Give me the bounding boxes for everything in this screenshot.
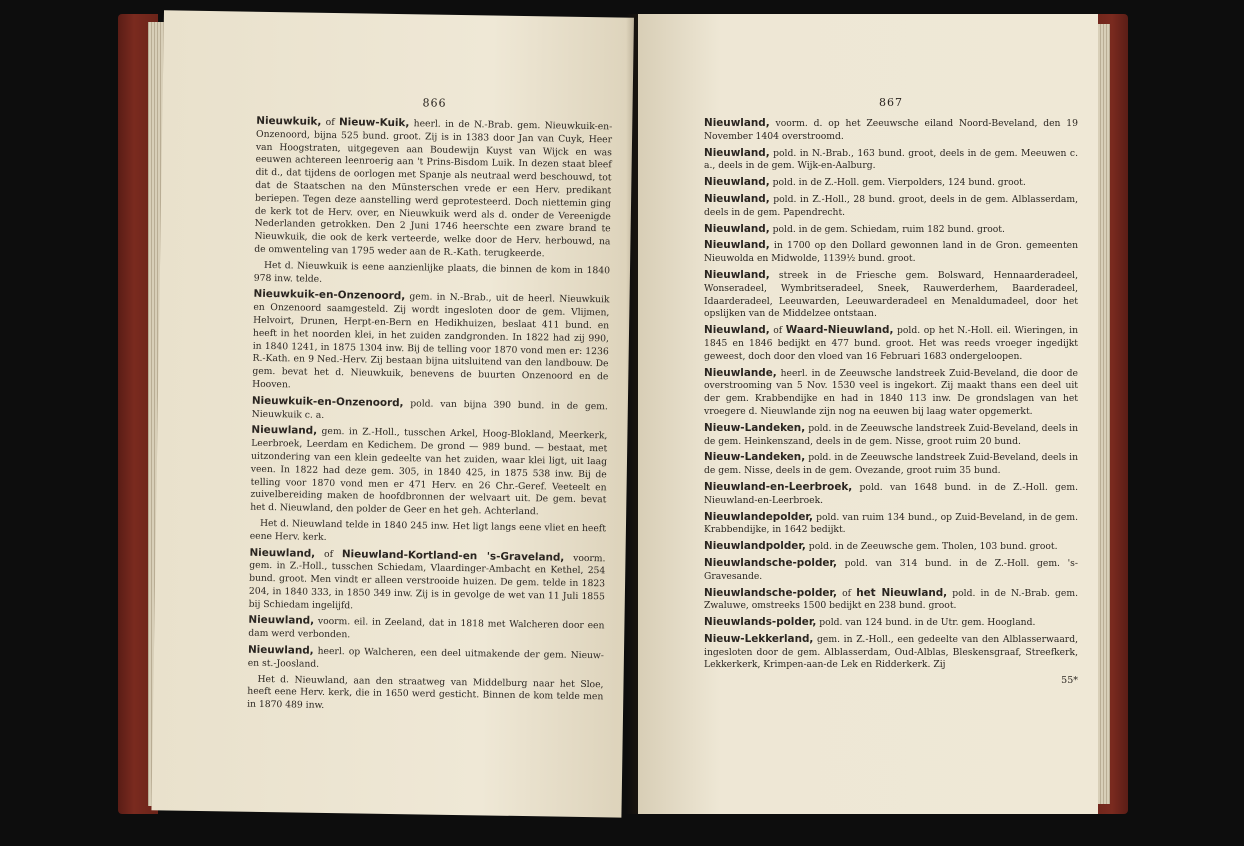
entry-headword: Nieuwland-en-Leerbroek, xyxy=(704,480,853,493)
entry-body: pold. op het N.-Holl. eil. Wieringen, in 1845 en 1846 bedijkt en 477 bund. groot. Het was reeds vroeger ingedijkt geweest, doch door den vloed van 16 Februari 1683 ondergeloopen. xyxy=(704,325,1078,362)
dictionary-entry xyxy=(704,481,1078,508)
entry-headword: Nieuwkuik-en-Onzenoord, xyxy=(253,288,406,303)
dictionary-entry xyxy=(704,587,1078,614)
entry-body: gem. in Z.-Holl., een gedeelte van den Alblasserwaard, ingesloten door de gem. Alblasserdam, Oud-Alblas, Bleskensgraaf, Streefkerk, Lekkerkerk, Krimpen-aan-de Lek en Ridderkerk. Zij xyxy=(704,633,1078,671)
entry-body: pold. in de Zeeuwsche landstreek Zuid-Beveland, deels in de gem. Nisse, deels in de gem. Ovezande, groot ruim 35 bund. xyxy=(704,452,1078,477)
entry-headword: Nieuwland, xyxy=(248,614,315,628)
entry-list xyxy=(704,117,1078,672)
dictionary-entry xyxy=(704,540,1078,554)
entry-headword: Nieuwland, xyxy=(249,546,316,560)
entry-body: in 1700 op den Dollard gewonnen land in de Gron. gemeenten Nieuwolda en Midwolde, 1139½ bund. groot. xyxy=(704,240,1078,265)
dictionary-entry xyxy=(254,115,612,262)
entry-headword: Nieuwkuik-en-Onzenoord, xyxy=(251,394,404,409)
entry-continuation: Het d. Nieuwkuik is eene aanzienlijke plaats, die binnen de kom in 1840 978 inw. telde. xyxy=(253,259,611,285)
entry-headword: Nieuwland, xyxy=(704,324,770,337)
entry-body: voorm. gem. in Z.-Holl., tusschen Schiedam, Vlaardinger-Ambacht en Kethel, 254 bund. groot. Men vindt er alleen verstrooide huizen. De gem. telde in 1823 204, in 1840 333, in 1850 349 inw. Zij is in gevolge de wet van 11 Juli 1855 bij Schiedam ingelijfd. xyxy=(248,552,606,612)
entry-headword: Nieuwland, xyxy=(704,239,770,252)
entry-headword-alt: Waard-Nieuwland, xyxy=(785,324,894,337)
right-page xyxy=(638,14,1098,814)
entry-body: pold. van 1648 bund. in de Z.-Holl. gem. Nieuwland-en-Leerbroek. xyxy=(704,481,1078,506)
left-page xyxy=(151,10,634,817)
dictionary-entry xyxy=(704,147,1078,174)
dictionary-entry xyxy=(250,424,607,520)
dictionary-entry xyxy=(704,557,1078,584)
entry-body: gem. in N.-Brab., uit de heerl. Nieuwkuik en Onzenoord saamgesteld. Zij wordt ingesloten door de gem. Vlijmen, Helvoirt, Drunen, Herpt-en-Bern en Hedikhuizen, beslaat 411 bund. en heeft in het noorden klei, in het zuiden zandgronden. In 1822 had zij 990, in 1840 1241, in 1875 1304 inw. Bij de telling voor 1870 vond men er: 1236 R.-Kath. en 9 Ned.-Herv. Zij bestaan bijna uitsluitend van den landbouw. De gem. bevat het d. Nieuwkuik, benevens de buurten Onzenoord en de Hooven. xyxy=(252,291,610,391)
dictionary-entry xyxy=(704,324,1078,363)
dictionary-entry xyxy=(704,193,1078,220)
dictionary-entry xyxy=(249,546,606,617)
entry-headword-alt: Nieuw-Kuik, xyxy=(338,116,410,130)
dictionary-entry xyxy=(252,394,608,426)
dictionary-entry xyxy=(248,644,604,676)
dictionary-entry xyxy=(704,633,1078,672)
entry-headword-alt: het Nieuwland, xyxy=(856,586,948,599)
entry-headword: Nieuwlande, xyxy=(704,366,777,379)
entry-headword: Nieuwland, xyxy=(704,268,770,281)
dictionary-entry xyxy=(704,117,1078,144)
entry-body: pold. in de gem. Schiedam, ruim 182 bund. groot. xyxy=(769,223,1005,235)
entry-connector: of xyxy=(836,587,857,599)
entry-body: streek in de Friesche gem. Bolsward, Hennaarderadeel, Wonseradeel, Wymbritseradeel, Sneek, Rauwerderhem, Baarderadeel, Idaarderadeel, Leeuwarden, Leeuwarderadeel en Menaldumadeel, door het opslijken van de Middelzee ontstaan. xyxy=(704,269,1078,320)
entry-headword: Nieuwland, xyxy=(704,192,770,205)
entry-body: pold. in de Zeeuwsche landstreek Zuid-Beveland, deels in de gem. Heinkenszand, deels in de gem. Nisse, groot ruim 20 bund. xyxy=(704,422,1078,447)
dictionary-entry xyxy=(704,616,1078,630)
dictionary-entry xyxy=(704,367,1078,419)
entry-body: heerl. in de Zeeuwsche landstreek Zuid-Beveland, die door de overstrooming van 5 Nov. 1530 veel is ingekort. Zij maakt thans een deel uit der gem. Krabbendijke en had in 1840 113 inw. De grondslagen van het vroegere d. Nieuwlande zijn nog na eeuwen bij laag water opgemerkt. xyxy=(704,367,1078,417)
entry-body: pold. in de Z.-Holl. gem. Vierpolders, 124 bund. groot. xyxy=(769,177,1026,189)
entry-headword: Nieuwland, xyxy=(704,222,770,235)
dictionary-entry xyxy=(704,451,1078,478)
entry-headword: Nieuwland, xyxy=(704,176,770,189)
entry-continuation: Het d. Nieuwland telde in 1840 245 inw. Het ligt langs eene vliet en heeft eene Herv. kerk. xyxy=(249,517,607,543)
entry-body: voorm. eil. in Zeeland, dat in 1818 met Walcheren door een dam werd verbonden. xyxy=(248,616,605,641)
signature-mark: 55* xyxy=(1061,675,1078,687)
entry-headword: Nieuwlandepolder, xyxy=(704,510,813,523)
entry-list xyxy=(247,115,612,718)
entry-headword: Nieuw-Lekkerland, xyxy=(704,632,814,645)
entry-headword: Nieuwlands-polder, xyxy=(704,616,817,629)
entry-connector: of xyxy=(769,325,786,337)
entry-body: gem. in Z.-Holl., tusschen Arkel, Hoog-Blokland, Meerkerk, Leerbroek, Leerdam en Kedichem. De grond — 989 bund. — bestaat, met uitzondering van een klein gedeelte van het zuiden, waar klei ligt, uit laag veen. In 1822 had deze gem. 305, in 1840 425, in 1875 538 inw. Bij de telling voor 1870 vond men er 471 Herv. en 26 Chr.-Geref. Veeteelt en zuivelbereiding maken de hoofdbronnen der welvaart uit. De gem. bevat het d. Nieuwland, den polder de Geer en het geh. Achterland. xyxy=(250,426,608,518)
entry-body: voorm. d. op het Zeeuwsche eiland Noord-Beveland, den 19 November 1404 overstroomd. xyxy=(704,118,1078,142)
entry-body: pold. van ruim 134 bund., op Zuid-Beveland, in de gem. Krabbendijke, in 1642 bedijkt. xyxy=(704,511,1078,536)
dictionary-entry xyxy=(248,614,604,646)
entry-headword: Nieuw-Landeken, xyxy=(704,421,806,434)
dictionary-entry xyxy=(704,511,1078,538)
entry-connector: of xyxy=(321,116,340,129)
entry-headword-alt: Nieuwland-Kortland-en 's-Graveland, xyxy=(341,547,565,564)
entry-continuation: Het d. Nieuwland, aan den straatweg van Middelburg naar het Sloe, heeft eene Herv. kerk, die in 1650 werd gesticht. Binnen de kom telde men in 1870 489 inw. xyxy=(247,673,604,712)
entry-body: heerl. op Walcheren, een deel uitmakende der gem. Nieuw-en st.-Joosland. xyxy=(247,645,605,670)
entry-headword: Nieuwkuik, xyxy=(256,114,322,128)
entry-body: pold. in Z.-Holl., 28 bund. groot, deels in de gem. Alblasserdam, deels in de gem. Papendrecht. xyxy=(704,193,1078,218)
entry-body: pold. van 124 bund. in de Utr. gem. Hoogland. xyxy=(816,617,1036,629)
entry-headword: Nieuwlandsche-polder, xyxy=(704,586,837,599)
page-number: 866 xyxy=(422,96,447,110)
entry-headword: Nieuw-Landeken, xyxy=(704,451,806,464)
dictionary-entry xyxy=(704,269,1078,321)
entry-body: pold. in de N.-Brab. gem. Zwaluwe, omstreeks 1500 bedijkt en 238 bund. groot. xyxy=(704,587,1079,612)
entry-body: pold. in de Zeeuwsche gem. Tholen, 103 bund. groot. xyxy=(805,541,1058,553)
dictionary-entry xyxy=(252,288,610,397)
entry-headword: Nieuwland, xyxy=(704,117,770,129)
entry-body: heerl. in de N.-Brab. gem. Nieuwkuik-en-Onzenoord, bijna 525 bund. groot. Zij is in 1383 door Jan van Cuyk, Heer van Hoogstraten, uitgegeven aan Boudewijn Kuyst van Wijck en was eeuwen achtereen leenroerig aan 't Prins-Bisdom Luik. In dezen staat bleef dit d., dat tijdens de oorlogen met Spanje als neutraal werd beschouwd, tot dat de Staatschen na den Münsterschen vrede er een Herv. predikant beriepen. Tegen deze aanstelling werd geprotesteerd. Doch niettemin ging de kerk tot de Herv. over, en Nieuwkuik werd als d. onder de Vereenigde Nederlanden getrokken. Den 2 Juni 1746 heerschte een zware brand te Nieuwkuik, die ook de kerk verteerde, welke door de Herv. herbouwd, na de omwenteling van 1795 weder aan de R.-Kath. terugkeerde. xyxy=(254,118,613,260)
dictionary-entry xyxy=(704,422,1078,449)
dictionary-entry xyxy=(704,223,1078,237)
entry-headword: Nieuwlandpolder, xyxy=(704,540,806,553)
dictionary-entry xyxy=(704,239,1078,266)
page-number: 867 xyxy=(879,96,903,109)
entry-headword: Nieuwland, xyxy=(247,643,314,657)
entry-body: pold. van 314 bund. in de Z.-Holl. gem. 's-Gravesande. xyxy=(704,557,1078,582)
open-book xyxy=(118,14,1118,814)
dictionary-entry xyxy=(704,176,1078,190)
entry-body: pold. van bijna 390 bund. in de gem. Nieuwkuik c. a. xyxy=(251,397,608,421)
entry-headword: Nieuwlandsche-polder, xyxy=(704,556,837,569)
entry-headword: Nieuwland, xyxy=(704,146,770,159)
entry-connector: of xyxy=(315,548,343,560)
entry-body: pold. in N.-Brab., 163 bund. groot, deels in de gem. Meeuwen c. a., deels in de gem. Wijk-en-Aalburg. xyxy=(704,147,1078,172)
entry-headword: Nieuwland, xyxy=(251,424,318,438)
